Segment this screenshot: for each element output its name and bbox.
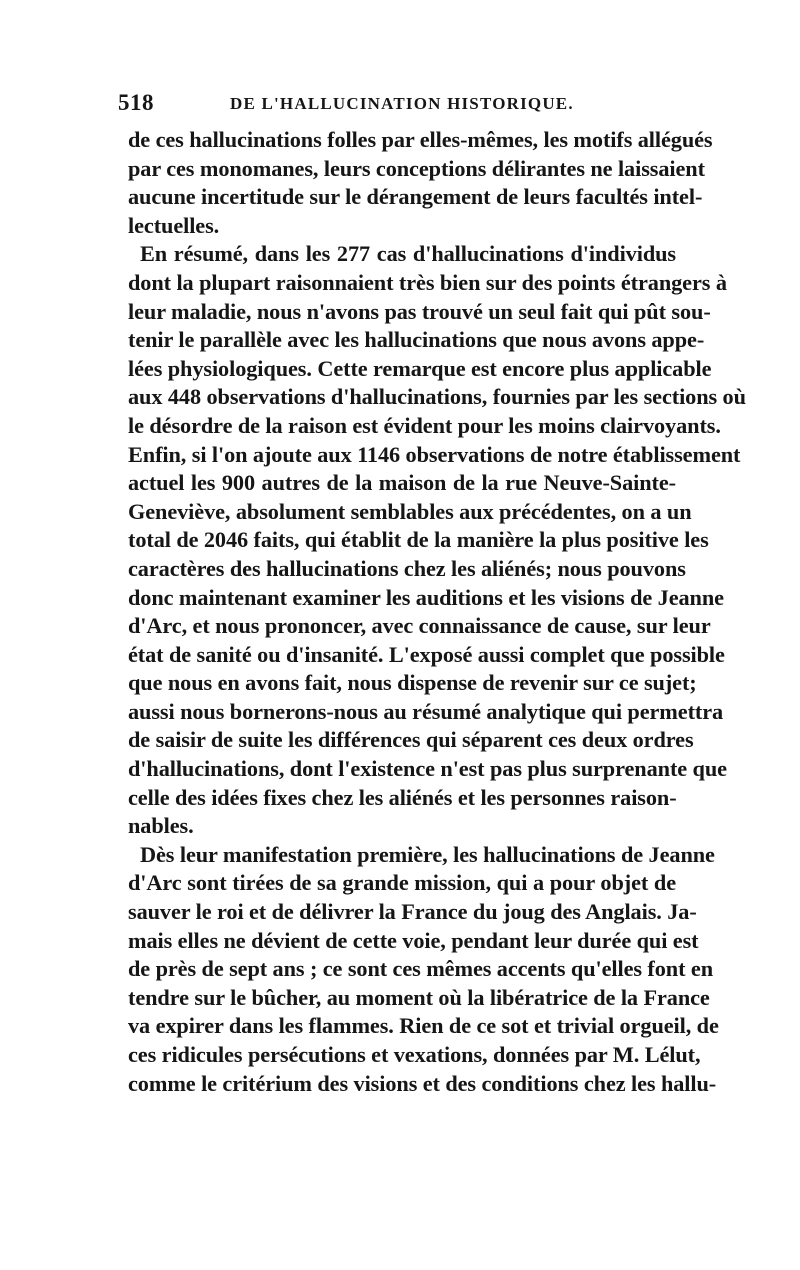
text-line: actuel les 900 autres de la maison de la rue Neuve-Sainte-: [128, 470, 676, 496]
text-line: aux 448 observations d'hallucinations, fournies par les sections où: [128, 384, 746, 410]
body-text: [128, 126, 746, 1098]
text-line: aucune incertitude sur le dérangement de leurs facultés intel-: [128, 184, 703, 210]
text-line: Enfin, si l'on ajoute aux 1146 observations de notre établissement: [128, 441, 741, 467]
text-line: mais elles ne dévient de cette voie, pendant leur durée qui est: [128, 927, 699, 953]
text-line: total de 2046 faits, qui établit de la manière la plus positive les: [128, 527, 709, 553]
text-line: tendre sur le bûcher, au moment où la libératrice de la France: [128, 984, 710, 1010]
text-line: de ces hallucinations folles par elles-mêmes, les motifs allégués: [128, 127, 713, 152]
text-line: celle des idées fixes chez les aliénés et les personnes raison-: [128, 784, 677, 810]
text-line: de près de sept ans ; ce sont ces mêmes accents qu'elles font en: [128, 956, 714, 982]
text-line: leur maladie, nous n'avons pas trouvé un seul fait qui pût sou-: [128, 298, 711, 324]
text-line: comme le critérium des visions et des conditions chez les hallu-: [128, 1070, 717, 1096]
text-line: par ces monomanes, leurs conceptions délirantes ne laissaient: [128, 155, 705, 181]
text-line: lées physiologiques. Cette remarque est encore plus applicable: [128, 355, 712, 381]
text-line: le désordre de la raison est évident pour les moins clairvoyants.: [128, 412, 721, 438]
text-line: va expirer dans les flammes. Rien de ce sot et trivial orgueil, de: [128, 1013, 719, 1039]
text-line: tenir le parallèle avec les hallucinations que nous avons appe-: [128, 327, 705, 353]
text-line: que nous en avons fait, nous dispense de revenir sur ce sujet;: [128, 670, 697, 696]
text-line: caractères des hallucinations chez les aliénés; nous pouvons: [128, 555, 686, 581]
text-line: Dès leur manifestation première, les hallucinations de Jeanne: [140, 841, 715, 867]
page-number: 518: [118, 90, 154, 115]
text-line: de saisir de suite les différences qui séparent ces deux ordres: [128, 727, 694, 753]
text-line: lectuelles.: [128, 212, 220, 238]
text-line: aussi nous bornerons-nous au résumé analytique qui permettra: [128, 698, 724, 724]
text-line: sauver le roi et de délivrer la France du joug des Anglais. Ja-: [128, 899, 697, 925]
text-line: dont la plupart raisonnaient très bien sur des points étrangers à: [128, 269, 727, 295]
text-line: donc maintenant examiner les auditions et les visions de Jeanne: [128, 584, 724, 610]
text-line: En résumé, dans les 277 cas d'hallucinations d'individus: [140, 241, 676, 267]
text-line: d'Arc, et nous prononcer, avec connaissance de cause, sur leur: [128, 613, 711, 639]
running-title: DE L'HALLUCINATION HISTORIQUE.: [230, 94, 574, 113]
text-line: état de sanité ou d'insanité. L'exposé aussi complet que possible: [128, 641, 725, 667]
text-line: nables.: [128, 813, 194, 839]
text-line: ces ridicules persécutions et vexations, données par M. Lélut,: [128, 1042, 701, 1067]
text-line: d'hallucinations, dont l'existence n'est pas plus surprenante que: [128, 756, 727, 782]
text-line: Geneviève, absolument semblables aux précédentes, on a un: [128, 498, 692, 524]
text-line: d'Arc sont tirées de sa grande mission, qui a pour objet de: [128, 870, 676, 896]
running-head: [118, 90, 682, 120]
